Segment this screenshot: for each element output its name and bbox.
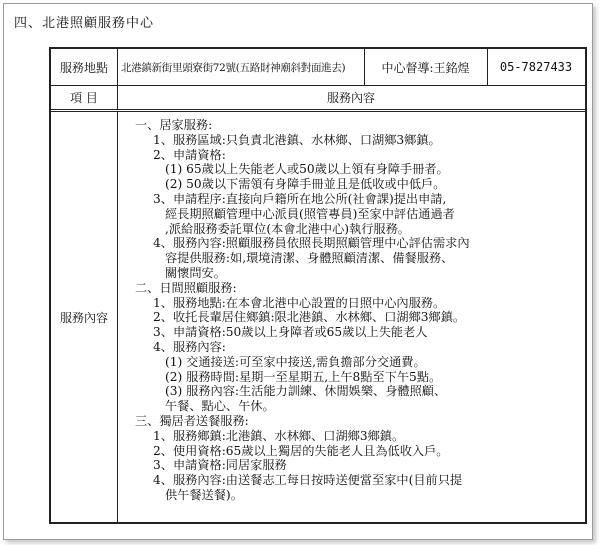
content-line: (3) 服務內容:生活能力訓練、休閒娛樂、身體照顧、 [165, 384, 447, 399]
content-line: 經長期照顧管理中心派員(照管專員)至家中評估通過者 [165, 206, 455, 221]
header-row [51, 85, 585, 112]
content-header: 服務內容 [326, 90, 375, 105]
content-line: 4、服務內容:照顧服務員依照長期照顧管理中心評估需求內 [153, 236, 470, 251]
address-text: 北港鎮新街里頭寮街72號(五路財神廟斜對面進去) [121, 61, 346, 74]
content-line: ,派給服務委託單位(本會北港中心)執行服務。 [165, 221, 410, 236]
content-line: 2、收托長輩居住鄉鎮:限北港鎮、水林鄉、口湖鄉3鄉鎮。 [153, 310, 466, 325]
content-line: 容提供服務:如,環境清潔、身體照顧清潔、備餐服務、 [165, 251, 454, 266]
content-line: 3、申請程序:直接向戶籍所在地公所(社會課)提出申請, [153, 191, 447, 206]
content-line: 一、居家服務: [135, 118, 213, 132]
info-row [51, 49, 585, 86]
row-label: 服務內容 [51, 112, 118, 522]
service-content [123, 118, 583, 503]
supervisor-text: 中心督導:王銘煌 [381, 60, 470, 75]
content-line: 2、使用資格:65歲以上獨居的失能老人且為低收入戶。 [153, 443, 449, 458]
content-line: 3、申請資格:同居家服務 [153, 458, 287, 473]
content-line: 供午餐送餐)。 [165, 487, 243, 502]
content-line: (1) 65歲以上失能老人或50歲以上領有身障手冊者。 [165, 162, 449, 177]
location-label: 服務地點 [59, 60, 108, 75]
content-line: (1) 交通接送:可至家中接送,需負擔部分交通費。 [165, 354, 426, 369]
content-line: 1、服務區域:只負責北港鎮、水林鄉、口湖鄉3鄉鎮。 [153, 132, 441, 147]
content-line: (2) 服務時間:星期一至星期五,上午8點至下午5點。 [165, 369, 442, 384]
content-line: 1、服務地點:在本會北港中心設置的日照中心內服務。 [153, 295, 446, 310]
content-line: (2) 50歲以下需領有身障手冊並且是低收或中低戶。 [165, 177, 446, 192]
phone-number: 05-7827433 [499, 60, 573, 74]
content-line: 1、服務鄉鎮:北港鎮、水林鄉、口湖鄉3鄉鎮。 [153, 428, 405, 443]
content-line: 午餐、點心、午休。 [165, 399, 275, 414]
item-header: 項 目 [70, 90, 98, 105]
content-line: 4、服務內容:由送餐志工每日按時送便當至家中(目前只提 [153, 473, 463, 488]
document-frame [3, 3, 593, 540]
content-line: 3、申請資格:50歲以上身障者或65歲以上失能老人 [153, 325, 428, 340]
content-line: 三、獨居者送餐服務: [135, 413, 249, 428]
content-line: 2、申請資格: [153, 147, 226, 162]
content-line: 關懷問安。 [165, 265, 226, 280]
section-heading: 四、北港照顧服務中心 [14, 16, 155, 31]
content-line: 二、日間照顧服務: [135, 280, 237, 295]
service-table [49, 47, 587, 524]
content-line: 4、服務內容: [153, 339, 226, 354]
